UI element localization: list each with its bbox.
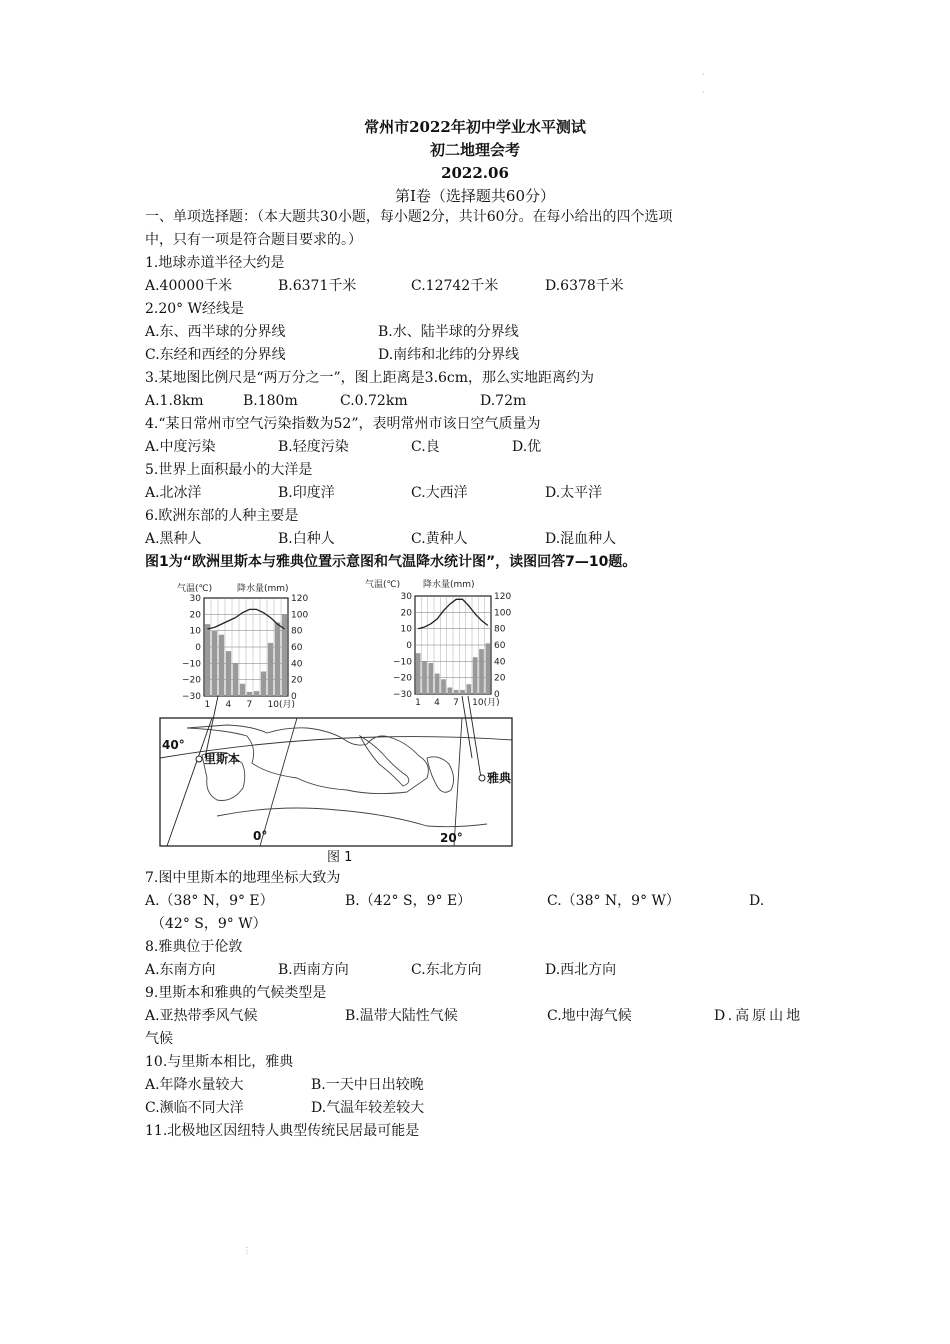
question-9-option-d-cont: 气候 <box>145 1031 173 1047</box>
question-3: 3.某地图比例尺是“两万分之一”，图上距离是3.6cm，那么实地距离约为 <box>145 370 595 386</box>
scan-speck: ⋮ <box>243 1246 251 1255</box>
precip-bar <box>275 623 280 697</box>
option-a: A.40000千米 <box>145 278 233 294</box>
question-3-options <box>145 390 815 413</box>
precip-bar <box>261 672 266 697</box>
latitude-40-label: 40° <box>162 738 185 752</box>
precip-bar <box>416 653 421 694</box>
question-9-options <box>145 1005 815 1028</box>
athens-label: 雅典 <box>487 771 512 785</box>
temp-tick-label: −30 <box>182 692 201 702</box>
option-d: D.气温年较差较大 <box>311 1100 425 1116</box>
option-c: C.良 <box>411 439 440 455</box>
option-c: C.黄种人 <box>411 531 468 547</box>
question-7-options <box>145 890 815 913</box>
question-7-option-d-cont: （42° S，9° W） <box>151 916 267 932</box>
precip-bar <box>460 690 465 694</box>
lisbon-marker <box>196 756 202 762</box>
exam-subtitle: 初二地理会考 <box>429 141 520 159</box>
precip-bar <box>479 649 484 694</box>
temp-tick-label: 0 <box>195 643 201 653</box>
temp-tick-label: −10 <box>182 659 201 670</box>
precip-tick-label: 40 <box>291 659 303 670</box>
question-6-options <box>145 528 815 551</box>
precip-tick-label: 80 <box>494 624 506 635</box>
temp-axis-label: 气温(℃) <box>365 580 401 590</box>
option-c: C.0.72km <box>340 393 408 409</box>
option-a: A.中度污染 <box>145 439 216 455</box>
precip-bar <box>282 614 287 696</box>
precip-axis-label: 降水量(mm) <box>237 584 289 594</box>
precip-bar <box>422 661 427 694</box>
option-d: D.优 <box>512 439 542 455</box>
lisbon-climate-chart <box>177 582 308 710</box>
option-b: B.6371千米 <box>278 278 357 294</box>
option-d: D.太平洋 <box>545 485 603 501</box>
precip-bar <box>240 684 245 696</box>
precip-bar <box>219 635 224 696</box>
precip-tick-label: 120 <box>494 592 512 602</box>
africa-coast <box>217 808 487 827</box>
option-c: C.12742千米 <box>411 278 499 294</box>
athens-marker <box>479 775 485 781</box>
option-b: B.180m <box>243 393 298 409</box>
option-a: A.亚热带季风气候 <box>145 1008 258 1024</box>
precip-tick-label: 80 <box>291 626 303 637</box>
precip-bar <box>247 692 252 696</box>
option-c: C.（38° N，9° W） <box>547 893 680 909</box>
option-d: D.6378千米 <box>545 278 624 294</box>
option-a: A.东南方向 <box>145 962 216 978</box>
precip-tick-label: 20 <box>494 673 506 684</box>
athens-pointer-2 <box>462 696 472 758</box>
precip-tick-label: 120 <box>291 594 309 604</box>
precip-axis-label: 降水量(mm) <box>423 580 475 590</box>
option-d: D.混血种人 <box>545 531 617 547</box>
option-c: C.东经和西经的分界线 <box>145 347 286 363</box>
option-a: A.1.8km <box>145 393 204 409</box>
precip-bar <box>435 674 440 694</box>
temp-axis-label: 气温(℃) <box>177 584 213 594</box>
option-a: A.年降水量较大 <box>145 1077 244 1093</box>
precip-bar <box>268 643 273 696</box>
temp-tick-label: 0 <box>406 641 412 651</box>
precip-bar <box>441 679 446 694</box>
option-b: B.水、陆半球的分界线 <box>378 324 519 340</box>
exam-header <box>0 116 950 208</box>
question-5: 5.世界上面积最小的大洋是 <box>145 462 313 478</box>
temp-tick-label: 30 <box>400 592 412 602</box>
option-b: B.西南方向 <box>278 962 349 978</box>
month-tick-label: 1 <box>415 698 421 708</box>
precip-tick-label: 0 <box>494 690 500 700</box>
precip-bar <box>212 631 217 696</box>
month-tick-label: 10(月) <box>267 700 295 710</box>
meridian-0 <box>260 718 297 846</box>
section-intro-cont: 中，只有一项是符合题目要求的。） <box>145 232 362 248</box>
precip-tick-label: 60 <box>494 641 506 651</box>
exam-content <box>145 206 815 1143</box>
question-8: 8.雅典位于伦敦 <box>145 939 243 955</box>
section-intro: 一、单项选择题：（本大题共30小题，每小题2分，共计60分。在每小给出的四个选项 <box>145 209 673 225</box>
question-9: 9.里斯本和雅典的气候类型是 <box>145 985 327 1001</box>
question-1: 1.地球赤道半径大约是 <box>145 255 285 271</box>
greece-coast <box>427 757 454 792</box>
precip-bar <box>447 687 452 694</box>
option-d: D.72m <box>480 393 527 409</box>
question-10: 10.与里斯本相比，雅典 <box>145 1054 294 1070</box>
option-c: C.大西洋 <box>411 485 468 501</box>
option-b: B.（42° S，9° E） <box>345 893 472 909</box>
temp-tick-label: 10 <box>400 624 412 635</box>
precip-bar <box>485 643 490 694</box>
longitude-20-label: 20° <box>440 831 463 845</box>
figure-caption: 图 1 <box>327 850 353 863</box>
scan-speck: · <box>702 88 705 97</box>
option-d: D.高原山地 <box>714 1008 804 1024</box>
precip-bar <box>466 684 471 694</box>
scan-speck: · <box>702 70 705 79</box>
precip-bar <box>205 624 210 696</box>
option-c: C.濒临不同大洋 <box>145 1100 244 1116</box>
precip-bar <box>226 651 231 696</box>
precip-tick-label: 100 <box>291 610 309 621</box>
option-a: A.黑种人 <box>145 531 202 547</box>
month-tick-label: 4 <box>434 698 440 708</box>
lisbon-label: 里斯本 <box>204 752 241 766</box>
option-d: D.南纬和北纬的分界线 <box>378 347 520 363</box>
option-b: B.轻度污染 <box>278 439 349 455</box>
question-8-options <box>145 959 815 982</box>
option-d: D.西北方向 <box>545 962 617 978</box>
question-1-options <box>145 275 815 298</box>
option-b: B.一天中日出较晚 <box>311 1077 424 1093</box>
temp-tick-label: −30 <box>393 690 412 700</box>
option-b: B.白种人 <box>278 531 335 547</box>
temp-tick-label: −10 <box>393 657 412 668</box>
option-a: A.（38° N，9° E） <box>145 893 274 909</box>
athens-climate-chart <box>365 578 511 708</box>
option-d: D. <box>749 893 765 909</box>
question-7: 7.图中里斯本的地理坐标大致为 <box>145 870 341 886</box>
question-5-options <box>145 482 815 505</box>
precip-bar <box>428 663 433 694</box>
temp-tick-label: −20 <box>393 673 412 684</box>
precip-tick-label: 40 <box>494 657 506 668</box>
precip-bar <box>233 663 238 696</box>
precip-bar <box>454 690 459 694</box>
temp-tick-label: 10 <box>189 626 201 637</box>
question-4-options <box>145 436 815 459</box>
option-a: A.北冰洋 <box>145 485 202 501</box>
question-11: 11.北极地区因纽特人典型传统民居最可能是 <box>145 1123 420 1139</box>
precip-tick-label: 60 <box>291 643 303 653</box>
question-4: 4.“某日常州市空气污染指数为52”，表明常州市该日空气质量为 <box>145 416 541 432</box>
precip-bar <box>473 657 478 694</box>
exam-date: 2022.06 <box>441 164 509 182</box>
option-c: C.东北方向 <box>411 962 482 978</box>
precip-bar <box>254 691 259 696</box>
option-b: B.温带大陆性气候 <box>345 1008 458 1024</box>
month-tick-label: 1 <box>204 700 211 710</box>
exam-title: 常州市2022年初中学业水平测试 <box>364 118 586 136</box>
figure-1-svg <box>157 578 547 863</box>
athens-pointer <box>468 696 481 778</box>
option-c: C.地中海气候 <box>547 1008 632 1024</box>
question-10-options <box>145 1074 815 1097</box>
europe-map <box>160 696 512 863</box>
month-tick-label: 7 <box>246 700 253 710</box>
longitude-0-label: 0° <box>253 829 268 843</box>
question-6: 6.欧洲东部的人种主要是 <box>145 508 299 524</box>
month-tick-label: 4 <box>225 700 232 710</box>
temp-tick-label: 30 <box>189 594 201 604</box>
question-10-options-2 <box>145 1097 815 1120</box>
precip-tick-label: 20 <box>291 675 303 686</box>
month-tick-label: 7 <box>453 698 459 708</box>
option-a: A.东、西半球的分界线 <box>145 324 286 340</box>
volume-label: 第Ⅰ卷（选择题共60分） <box>394 187 555 205</box>
figure-intro: 图1为“欧洲里斯本与雅典位置示意图和气温降水统计图”，读图回答7—10题。 <box>145 554 637 570</box>
temp-tick-label: 20 <box>189 610 201 621</box>
precip-tick-label: 0 <box>291 692 297 702</box>
option-b: B.印度洋 <box>278 485 335 501</box>
temp-tick-label: −20 <box>182 675 201 686</box>
figure-1 <box>157 578 547 863</box>
precip-tick-label: 100 <box>494 608 512 619</box>
question-2: 2.20° W经线是 <box>145 301 245 317</box>
question-2-options <box>145 321 815 344</box>
month-tick-label: 10(月) <box>472 698 500 708</box>
temp-tick-label: 20 <box>400 608 412 619</box>
question-2-options-2 <box>145 344 815 367</box>
chart-ticks <box>393 592 511 708</box>
